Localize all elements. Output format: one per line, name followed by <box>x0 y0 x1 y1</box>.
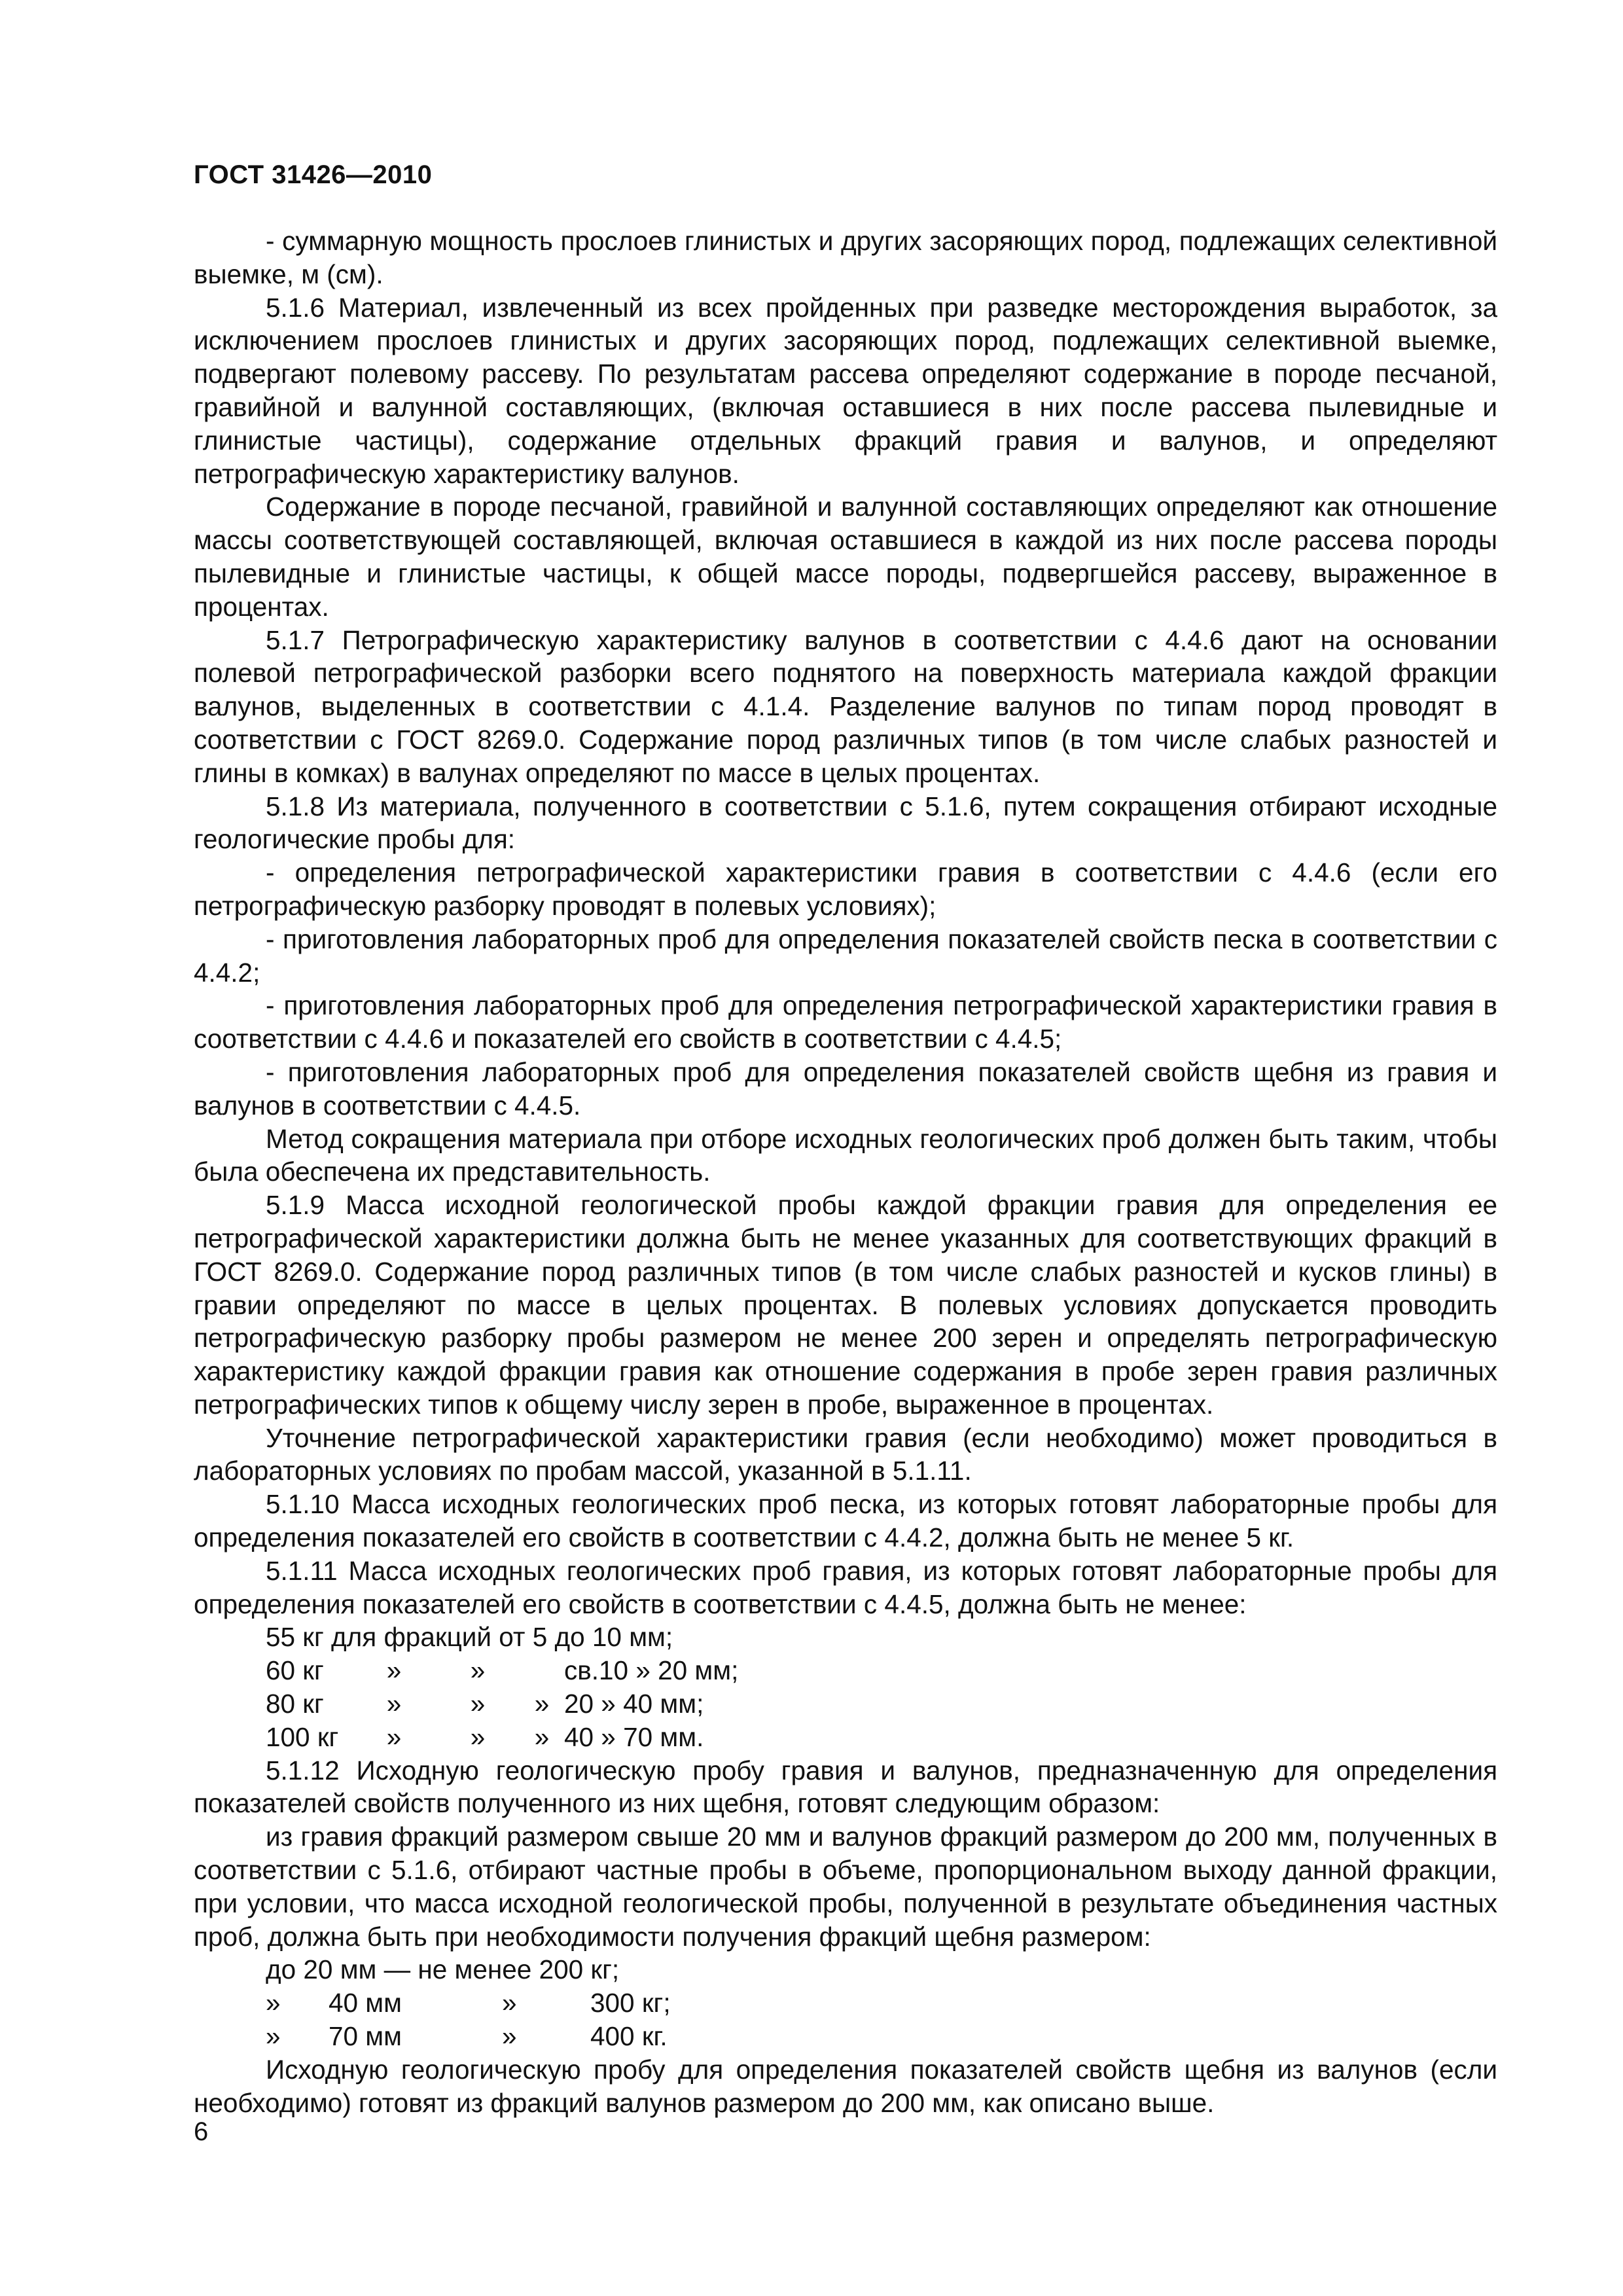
document-code-header: ГОСТ 31426—2010 <box>194 160 433 189</box>
mass-cell: 400 кг. <box>590 2021 668 2052</box>
table-row <box>266 1721 738 1754</box>
size-cell: 40 мм <box>329 1988 402 2018</box>
paragraph-5-1-12-procedure: из гравия фракций размером свыше 20 мм и валунов фракций размером до 200 мм, полученных в соответствии с 5.1.6, отбирают частные пробы в объеме, пропорциональном выходу данной фракции, при условии, что масса исходной геологической пробы, полученной в результате объединения частных проб, должна быть при необходимости получения фракций щебня размером: <box>194 1821 1497 1952</box>
ditto-mark: » <box>386 1689 402 1719</box>
table-row <box>266 2020 671 2053</box>
paragraph-5-1-9-refinement: Уточнение петрографической характеристики гравия (если необходимо) может проводиться в лабораторных условиях по пробам массой, указанной в 5.1.11. <box>194 1422 1497 1486</box>
mass-requirement-first: 55 кг для фракций от 5 до 10 мм; <box>266 1622 673 1653</box>
ditto-mark: » <box>534 1721 550 1752</box>
ditto-mark: » <box>386 1655 402 1686</box>
mass-cell: 300 кг; <box>590 1988 671 2018</box>
table-row <box>266 1986 671 2020</box>
paragraph-5-1-6: 5.1.6 Материал, извлеченный из всех пройденных при разведке месторождения выработок, за исключением прослоев глинистых и других засоряющих пород, подлежащих селективной выемке, подвергают полевому рассеву. По результатам рассева определяют содержание в породе песчаной, гравийной и валунной составляющих, (включая оставшиеся в них после рассева пылевидные и глинистые частицы), содержание отдельных фракций гравия и валунов, и определяют петрографическую характеристику валунов. <box>194 292 1497 489</box>
paragraph-boulder-sample: Исходную геологическую пробу для определения показателей свойств щебня из валунов (если необходимо) готовят из фракций валунов размером до 200 мм, как описано выше. <box>194 2054 1497 2118</box>
paragraph-bullet-top: - суммарную мощность прослоев глинистых и других засоряющих пород, подлежащих селективной выемке, м (см). <box>194 226 1497 289</box>
table-row <box>266 1687 738 1721</box>
paragraph-5-1-11: 5.1.11 Масса исходных геологических проб гравия, из которых готовят лабораторные пробы для определения показателей его свойств в соответствии с 4.4.5, должна быть не менее: <box>194 1555 1497 1619</box>
ditto-mark <box>520 1654 564 1687</box>
paragraph-5-1-7: 5.1.7 Петрографическую характеристику валунов в соответствии с 4.4.6 дают на основании полевой петрографической разборки всего поднятого на поверхность материала каждой фракции валунов, выделенных в соответствии с 4.1.4. Разделение валунов по типам пород проводят в соответствии с ГОСТ 8269.0. Содержание пород различных типов (в том числе слабых разностей и глины в комках) в валунах определяют по массе в целых процентах. <box>194 624 1497 788</box>
range-cell: 40 » 70 мм. <box>564 1721 704 1752</box>
paragraph-5-1-12: 5.1.12 Исходную геологическую пробу гравия и валунов, предназначенную для определения показателей свойств полученного из них щебня, готовят следующим образом: <box>194 1755 1497 1819</box>
ditto-mark: » <box>470 1721 486 1752</box>
mass-cell: 100 кг <box>266 1721 339 1752</box>
ditto-mark: » <box>266 1988 281 2018</box>
paragraph-5-1-8: 5.1.8 Из материала, полученного в соответствии с 5.1.6, путем сокращения отбирают исходные геологические пробы для: <box>194 791 1497 855</box>
mass-cell: 60 кг <box>266 1655 324 1686</box>
size-requirement-first: до 20 мм — не менее 200 кг; <box>266 1954 620 1985</box>
ditto-mark: » <box>502 2021 517 2052</box>
list-item: - приготовления лабораторных проб для определения петрографической характеристики гравия в соответствии с 4.4.6 и показателей его свойств в соответствии с 4.4.5; <box>194 990 1497 1054</box>
range-cell: св.10 » 20 мм; <box>564 1655 739 1686</box>
list-item: - приготовления лабораторных проб для определения показателей свойств песка в соответствии с 4.4.2; <box>194 924 1497 988</box>
document-body <box>194 224 1497 2119</box>
range-cell: 20 » 40 мм; <box>564 1689 704 1719</box>
ditto-mark: » <box>502 1988 517 2018</box>
paragraph-5-1-9: 5.1.9 Масса исходной геологической пробы каждой фракции гравия для определения ее петрографической характеристики должна быть не менее указанных для соответствующих фракций в ГОСТ 8269.0. Содержание пород различных типов (в том числе слабых разностей и кусков глины) в гравии определяют по массе в целых процентах. В полевых условиях допускается проводить петрографическую разборку пробы размером не менее 200 зерен и определять петрографическую характеристику каждой фракции гравия как отношение содержания в пробе зерен гравия различных петрографических типов к общему числу зерен в пробе, выраженное в процентах. <box>194 1190 1497 1420</box>
ditto-mark: » <box>470 1655 486 1686</box>
ditto-mark: » <box>266 2021 281 2052</box>
paragraph-5-1-6-content-definition: Содержание в породе песчаной, гравийной и валунной составляющих определяют как отношение массы соответствующей составляющей, включая оставшиеся в каждой из них после рассева породы пылевидные и глинистые частицы, к общей массе породы, подвергшейся рассеву, выраженное в процентах. <box>194 492 1497 622</box>
size-cell: 70 мм <box>329 2021 402 2052</box>
mass-requirements-table <box>266 1654 738 1753</box>
mass-cell: 80 кг <box>266 1689 324 1719</box>
paragraph-5-1-10: 5.1.10 Масса исходных геологических проб песка, из которых готовят лабораторные пробы для определения показателей его свойств в соответствии с 4.4.2, должна быть не менее 5 кг. <box>194 1489 1497 1553</box>
paragraph-reduction-method: Метод сокращения материала при отборе исходных геологических проб должен быть таким, чтобы была обеспечена их представительность. <box>194 1123 1497 1187</box>
page-number: 6 <box>194 2117 209 2146</box>
size-requirements-table <box>266 1986 671 2053</box>
ditto-mark: » <box>470 1689 486 1719</box>
ditto-mark: » <box>386 1721 402 1752</box>
list-item: - приготовления лабораторных проб для определения показателей свойств щебня из гравия и валунов в соответствии с 4.4.5. <box>194 1056 1497 1121</box>
list-item: - определения петрографической характеристики гравия в соответствии с 4.4.6 (если его петрографическую разборку проводят в полевых условиях); <box>194 857 1497 921</box>
ditto-mark: » <box>534 1689 550 1719</box>
table-row <box>266 1654 738 1687</box>
sample-purpose-list <box>194 856 1497 1122</box>
